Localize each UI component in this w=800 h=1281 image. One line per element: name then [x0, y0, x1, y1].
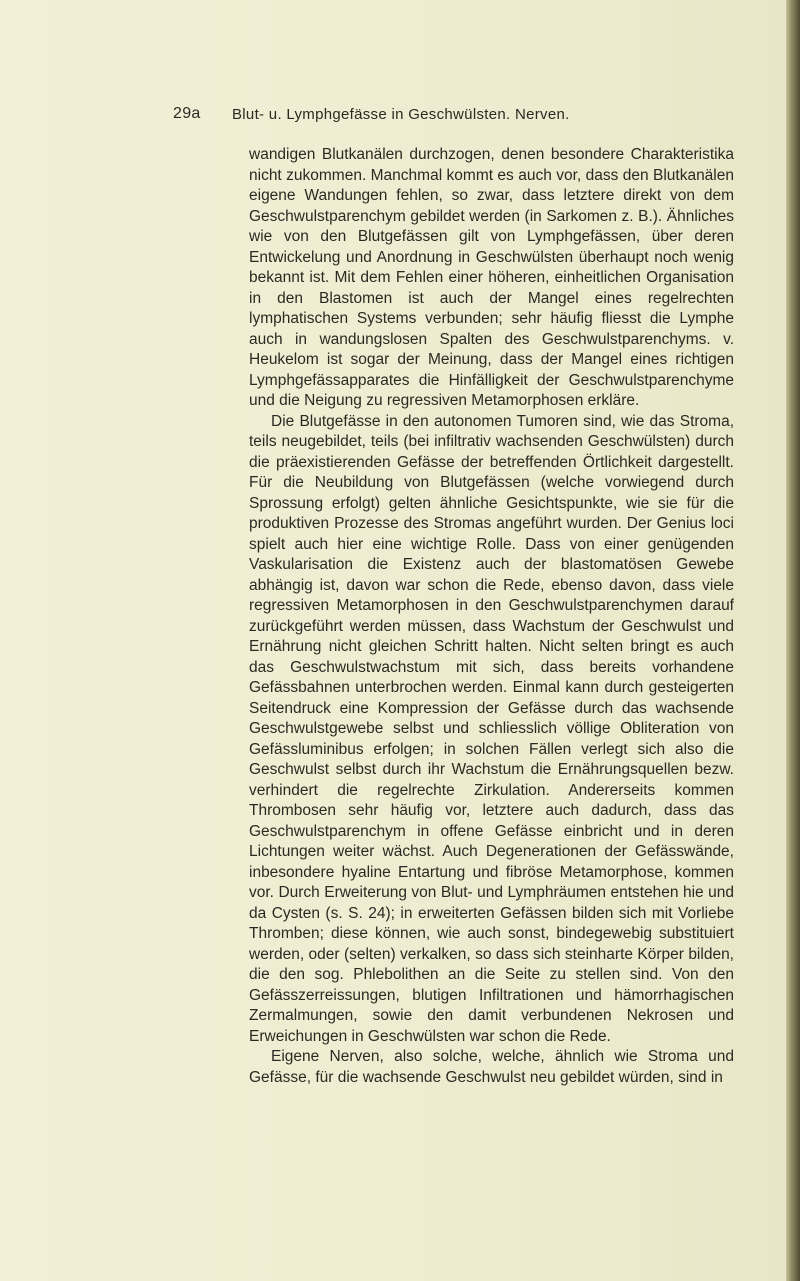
- page-edge-shadow: [786, 0, 800, 1281]
- paragraph-3: Eigene Nerven, also solche, welche, ähnlich wie Stroma und Gefässe, für die wachsende Geschwulst neu gebildet würden, sind in: [249, 1048, 734, 1086]
- page-number: 29a: [173, 105, 201, 122]
- body-text: [249, 145, 734, 1088]
- running-title: Blut- u. Lymphgefässe in Geschwülsten. Nerven.: [232, 106, 570, 123]
- paragraph-2: Die Blutgefässe in den autonomen Tumoren sind, wie das Stroma, teils neugebildet, teils (bei infiltrativ wachsenden Geschwülsten) durch die präexistierenden Gefässe der betreffenden Örtlichkeit dargestellt. Für die Neubildung von Blutgefässen (welche vorwiegend durch Sprossung erfolgt) gelten ähnliche Gesichtspunkte, wie sie für die produktiven Prozesse des Stromas angeführt wurden. Der Genius loci spielt auch hier eine wichtige Rolle. Dass von einer genügenden Vaskularisation die Existenz auch der blastomatösen Gewebe abhängig ist, davon war schon die Rede, ebenso davon, dass viele regressiven Metamorphosen in den Geschwulstparenchymen darauf zurückgeführt werden müssen, dass Wachstum der Geschwulst und Ernährung nicht gleichen Schritt halten. Nicht selten bringt es auch das Geschwulstwachstum mit sich, dass bereits vorhandene Gefässbahnen unterbrochen werden. Einmal kann durch gesteigerten Seitendruck eine Kompression der Gefässe durch das wachsende Geschwulstgewebe selbst und schliesslich völlige Obliteration von Gefässluminibus erfolgen; in solchen Fällen verlegt sich also die Geschwulst selbst durch ihr Wachstum die Ernährungsquellen bezw. verhindert die regelrechte Zirkulation. Andererseits kommen Thrombosen sehr häufig vor, letztere auch dadurch, dass das Geschwulstparenchym in offene Gefässe einbricht und in deren Lichtungen weiter wächst. Auch Degenerationen der Gefässwände, inbesondere hyaline Entartung und fibröse Metamorphose, kommen vor. Durch Erweiterung von Blut- und Lymphräumen entstehen hie und da Cysten (s. S. 24); in erweiterten Gefässen bilden sich mit Vorliebe Thromben; diese können, wie auch sonst, bindegewebig substituiert werden, oder (selten) verkalken, so dass sich steinharte Körper bilden, die den sog. Phlebolithen an die Seite zu stellen sind. Von den Gefässzerreissungen, blutigen Infiltrationen und hämorrhagischen Zermalmungen, sowie den damit verbundenen Nekrosen und Erweichungen in Geschwülsten war schon die Rede.: [249, 412, 734, 1045]
- paragraph-1: wandigen Blutkanälen durchzogen, denen besondere Charakteristika nicht zukommen. Manchmal kommt es auch vor, dass den Blutkanälen eigene Wandungen fehlen, so zwar, dass letztere direkt von dem Geschwulstparenchym gebildet werden (in Sarkomen z. B.). Ähnliches wie von den Blutgefässen gilt von Lymphgefässen, über deren Entwickelung und Anordnung in Geschwülsten überhaupt noch wenig bekannt ist. Mit dem Fehlen einer höheren, einheitlichen Organisation in den Blastomen ist auch der Mangel eines regelrechten lymphatischen Systems verbunden; sehr häufig fliesst die Lymphe auch in wandungslosen Spalten des Geschwulstparenchyms. v. Heukelom ist sogar der Meinung, dass der Mangel eines richtigen Lymphgefässapparates die Hinfälligkeit der Geschwulstparenchyme und die Neigung zu regressiven Metamorphosen erkläre.: [249, 146, 734, 409]
- page-header: [173, 105, 733, 127]
